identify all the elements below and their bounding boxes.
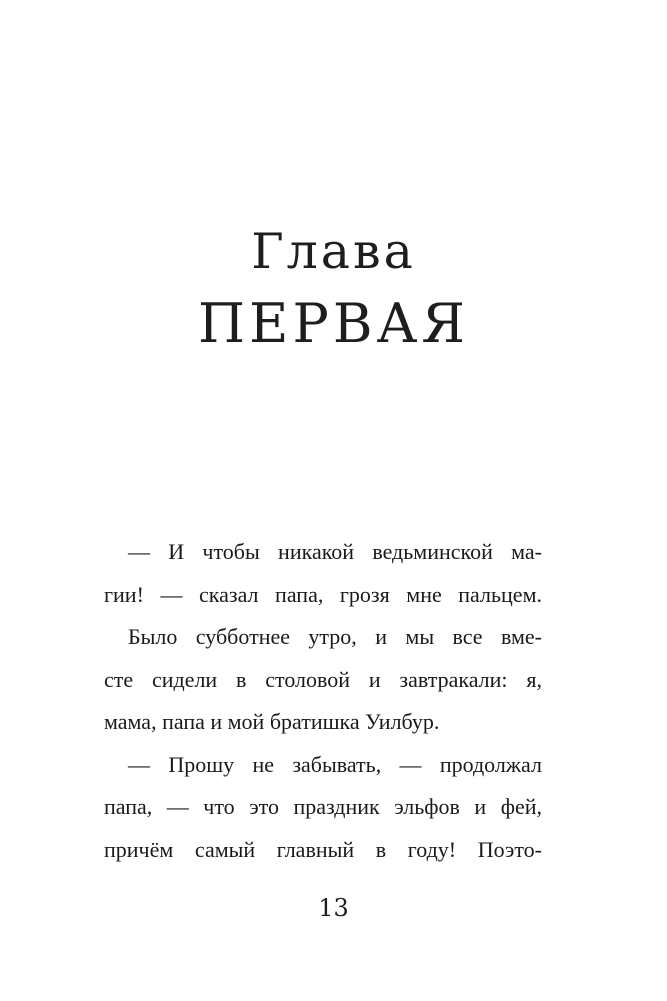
text-line: Было субботнее утро, и мы все вме-: [128, 624, 542, 649]
text-line: гии! — сказал папа, грозя мне пальцем.: [104, 581, 542, 607]
body-text: [104, 531, 542, 871]
text-line: — Прошу не забывать, — продолжал: [128, 751, 542, 777]
chapter-title-word: Глава: [251, 223, 416, 280]
text-line: — И чтобы никакой ведьминской ма-: [128, 539, 542, 564]
page-number: 13: [318, 894, 349, 922]
chapter-title-number: ПЕРВАЯ: [197, 292, 470, 355]
text-line: сте сидели в столовой и завтракали: я,: [104, 666, 542, 692]
text-line: причём самый главный в году! Поэто-: [104, 836, 542, 862]
text-line: папа, — что это праздник эльфов и фей,: [104, 794, 542, 819]
text-line: мама, папа и мой братишка Уилбур.: [104, 709, 440, 734]
